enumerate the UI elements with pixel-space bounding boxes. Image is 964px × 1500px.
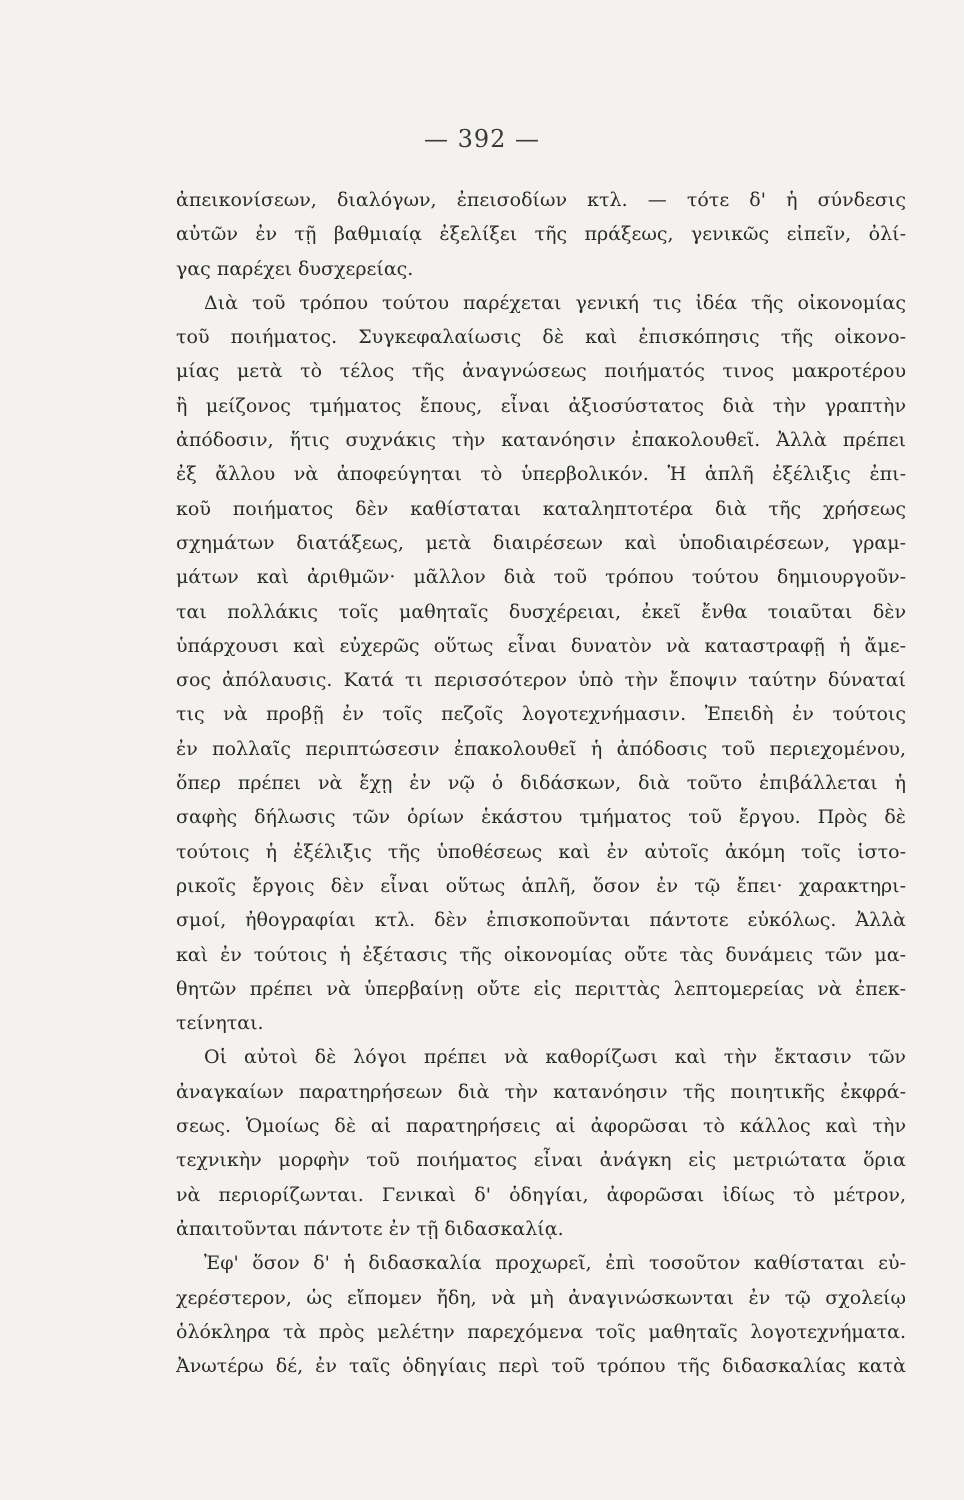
- text-line: ἀπόδοσιν, ἥτις συχνάκις τὴν κατανόησιν ἐπακολουθεῖ. Ἀλλὰ πρέπει: [176, 429, 906, 452]
- text-line: ρικοῖς ἔργοις δὲν εἶναι οὕτως ἁπλῆ, ὅσον ἐν τῷ ἔπει· χαρακτηρι-: [176, 874, 906, 897]
- text-line: Οἱ αὐτοὶ δὲ λόγοι πρέπει νὰ καθορίζωσι καὶ τὴν ἔκτασιν τῶν: [204, 1046, 906, 1069]
- text-line: νὰ περιορίζωνται. Γενικαὶ δ' ὁδηγίαι, ἀφορῶσαι ἰδίως τὸ μέτρον,: [176, 1183, 906, 1206]
- text-line: ται πολλάκις τοῖς μαθηταῖς δυσχέρειαι, ἐκεῖ ἔνθα τοιαῦται δὲν: [176, 600, 906, 623]
- text-line: κοῦ ποιήματος δὲν καθίσταται καταληπτοτέρα διὰ τῆς χρήσεως: [176, 497, 906, 520]
- text-line: μίας μετὰ τὸ τέλος τῆς ἀναγνώσεως ποιήματός τινος μακροτέρου: [176, 360, 906, 383]
- text-line: σαφὴς δήλωσις τῶν ὁρίων ἑκάστου τμήματος τοῦ ἔργου. Πρὸς δὲ: [176, 806, 906, 829]
- text-line: αὐτῶν ἐν τῇ βαθμιαίᾳ ἐξελίξει τῆς πράξεως, γενικῶς εἰπεῖν, ὀλί-: [176, 223, 906, 246]
- text-line: θητῶν πρέπει νὰ ὑπερβαίνῃ οὔτε εἰς περιττὰς λεπτομερείας νὰ ἐπεκ-: [176, 977, 906, 1000]
- body-text: [176, 183, 906, 1383]
- text-line: ἀπαιτοῦνται πάντοτε ἐν τῇ διδασκαλίᾳ.: [176, 1217, 564, 1240]
- text-line: μάτων καὶ ἀριθμῶν· μᾶλλον διὰ τοῦ τρόπου τούτου δημιουργοῦν-: [176, 566, 906, 589]
- text-line: σος ἀπόλαυσις. Κατά τι περισσότερον ὑπὸ τὴν ἔποψιν ταύτην δύναταί: [176, 669, 906, 692]
- text-line: τείνηται.: [176, 1012, 264, 1035]
- text-line: τεχνικὴν μορφὴν τοῦ ποιήματος εἶναι ἀνάγκη εἰς μετριώτατα ὅρια: [176, 1149, 906, 1172]
- text-line: ὅπερ πρέπει νὰ ἔχῃ ἐν νῷ ὁ διδάσκων, διὰ τοῦτο ἐπιβάλλεται ἡ: [176, 772, 906, 795]
- text-line: Ἐφ' ὅσον δ' ἡ διδασκαλία προχωρεῖ, ἐπὶ τοσοῦτον καθίσταται εὐ-: [204, 1252, 906, 1275]
- text-line: καὶ ἐν τούτοις ἡ ἐξέτασις τῆς οἰκονομίας οὔτε τὰς δυνάμεις τῶν μα-: [176, 943, 906, 966]
- text-line: σμοί, ἠθογραφίαι κτλ. δὲν ἐπισκοποῦνται πάντοτε εὐκόλως. Ἀλλὰ: [176, 909, 906, 932]
- text-line: ὑπάρχουσι καὶ εὐχερῶς οὕτως εἶναι δυνατὸν νὰ καταστραφῇ ἡ ἄμε-: [176, 634, 906, 657]
- text-line: τούτοις ἡ ἐξέλιξις τῆς ὑποθέσεως καὶ ἐν αὐτοῖς ἀκόμη τοῖς ἱστο-: [176, 840, 906, 863]
- text-line: τοῦ ποιήματος. Συγκεφαλαίωσις δὲ καὶ ἐπισκόπησις τῆς οἰκονο-: [176, 326, 906, 349]
- text-line: γας παρέχει δυσχερείας.: [176, 257, 414, 280]
- text-line: σχημάτων διατάξεως, μετὰ διαιρέσεων καὶ ὑποδιαιρέσεων, γραμ-: [176, 531, 906, 554]
- text-line: Ἀνωτέρω δέ, ἐν ταῖς ὁδηγίαις περὶ τοῦ τρόπου τῆς διδασκαλίας κατὰ: [176, 1355, 906, 1378]
- text-line: τις νὰ προβῇ ἐν τοῖς πεζοῖς λογοτεχνήμασιν. Ἐπειδὴ ἐν τούτοις: [176, 703, 906, 726]
- text-line: ἀναγκαίων παρατηρήσεων διὰ τὴν κατανόησιν τῆς ποιητικῆς ἐκφρά-: [176, 1080, 906, 1103]
- text-line: ἀπεικονίσεων, διαλόγων, ἐπεισοδίων κτλ. — τότε δ' ἡ σύνδεσις: [176, 189, 906, 211]
- text-line: ἢ μείζονος τμήματος ἔπους, εἶναι ἀξιοσύστατος διὰ τὴν γραπτὴν: [176, 394, 906, 417]
- text-line: ἐν πολλαῖς περιπτώσεσιν ἐπακολουθεῖ ἡ ἀπόδοσις τοῦ περιεχομένου,: [176, 737, 906, 760]
- text-line: ἐξ ἄλλου νὰ ἀποφεύγηται τὸ ὑπερβολικόν. Ἡ ἁπλῆ ἐξέλιξις ἐπι-: [176, 463, 906, 486]
- text-line: ὁλόκληρα τὰ πρὸς μελέτην παρεχόμενα τοῖς μαθηταῖς λογοτεχνήματα.: [176, 1320, 906, 1343]
- text-line: σεως. Ὁμοίως δὲ αἱ παρατηρήσεις αἱ ἀφορῶσαι τὸ κάλλος καὶ τὴν: [176, 1115, 906, 1138]
- page-number: — 392 —: [423, 125, 541, 153]
- text-line: Διὰ τοῦ τρόπου τούτου παρέχεται γενική τις ἰδέα τῆς οἰκονομίας: [204, 291, 906, 314]
- text-line: χερέστερον, ὡς εἴπομεν ἤδη, νὰ μὴ ἀναγινώσκωνται ἐν τῷ σχολείῳ: [176, 1286, 906, 1309]
